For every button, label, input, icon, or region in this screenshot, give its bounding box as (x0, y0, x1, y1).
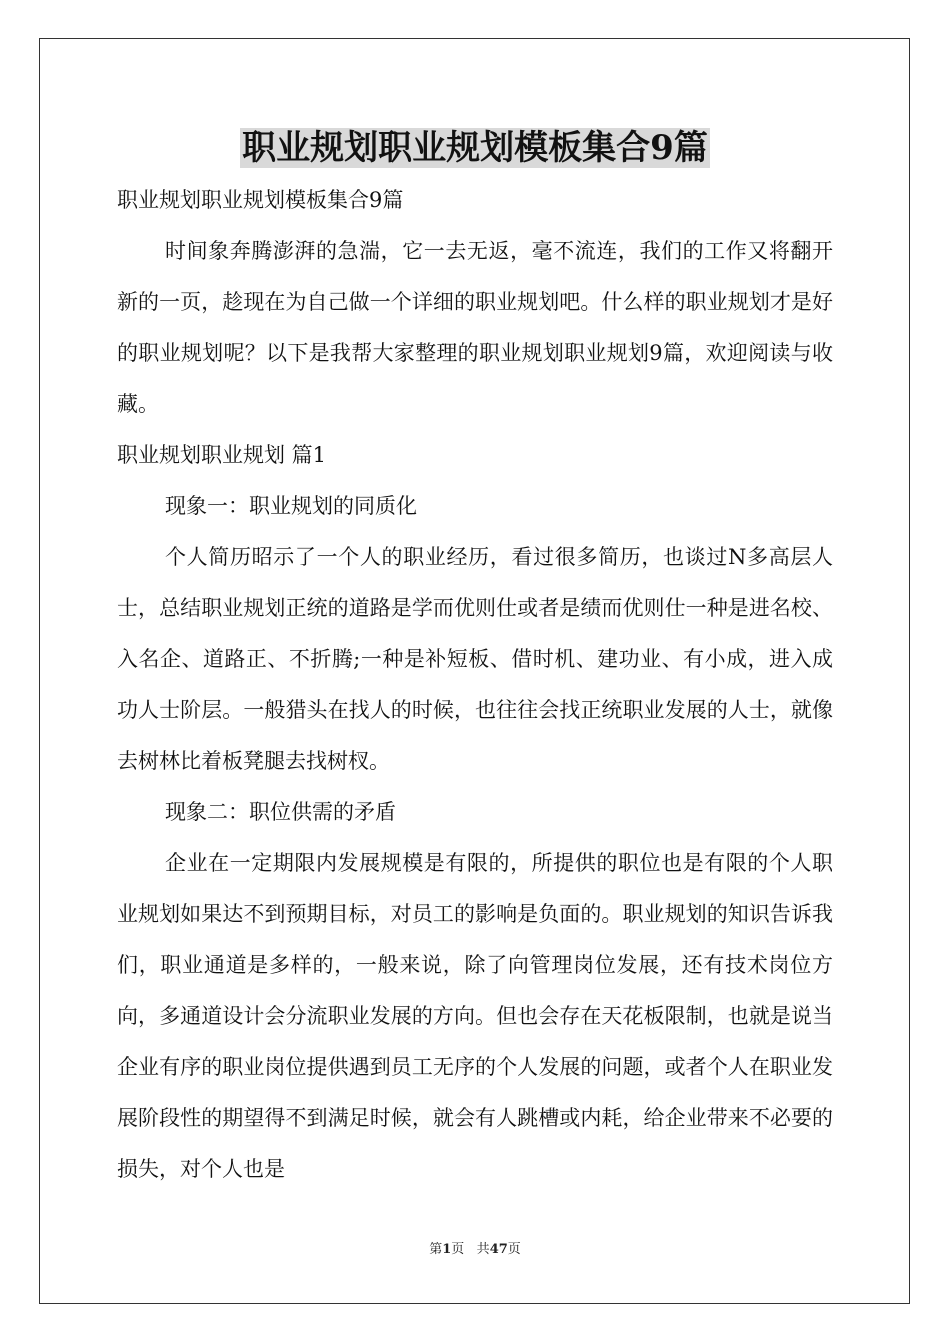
page-number-prefix: 第 (429, 1242, 443, 1257)
paragraph: 企业在一定期限内发展规模是有限的，所提供的职位也是有限的个人职业规划如果达不到预期目标，对员工的影响是负面的。职业规划的知识告诉我们，职业通道是多样的，一般来说，除了向管理岗位发展，还有技术岗位方向，多通道设计会分流职业发展的方向。但也会存在天花板限制，也就是说当企业有序的职业岗位提供遇到员工无序的个人发展的问题，或者个人在职业发展阶段性的期望得不到满足时候，就会有人跳槽或内耗，给企业带来不必要的损失，对个人也是 (117, 851, 833, 1181)
paragraph: 个人简历昭示了一个人的职业经历，看过很多简历，也谈过N多高层人士，总结职业规划正统的道路是学而优则仕或者是绩而优则仕一种是进名校、入名企、道路正、不折腾;一种是补短板、借时机、建功业、有小成，进入成功人士阶层。一般猎头在找人的时候，也往往会找正统职业发展的人士，就像去树林比着板凳腿去找树杈。 (117, 545, 833, 773)
document-title (0, 122, 950, 174)
page-number-suffix: 页 (451, 1242, 465, 1257)
section-heading: 职业规划职业规划 篇1 (117, 443, 327, 467)
subheading: 现象一：职业规划的同质化 (165, 494, 417, 518)
page-total-prefix: 共 (476, 1242, 490, 1257)
page-footer (0, 1240, 950, 1260)
paragraph: 职业规划职业规划模板集合9篇 (117, 188, 404, 212)
paragraph: 时间象奔腾澎湃的急湍，它一去无返，毫不流连，我们的工作又将翻开新的一页，趁现在为自己做一个详细的职业规划吧。什么样的职业规划才是好的职业规划呢？以下是我帮大家整理的职业规划职业规划9篇，欢迎阅读与收藏。 (117, 239, 833, 416)
page-number-total: 47 (489, 1242, 508, 1257)
page-total-suffix: 页 (507, 1242, 521, 1257)
document-body (117, 175, 833, 1195)
document-title-text: 职业规划职业规划模板集合9篇 (242, 128, 708, 168)
page-number-current: 1 (442, 1242, 452, 1257)
subheading: 现象二：职位供需的矛盾 (165, 800, 396, 824)
